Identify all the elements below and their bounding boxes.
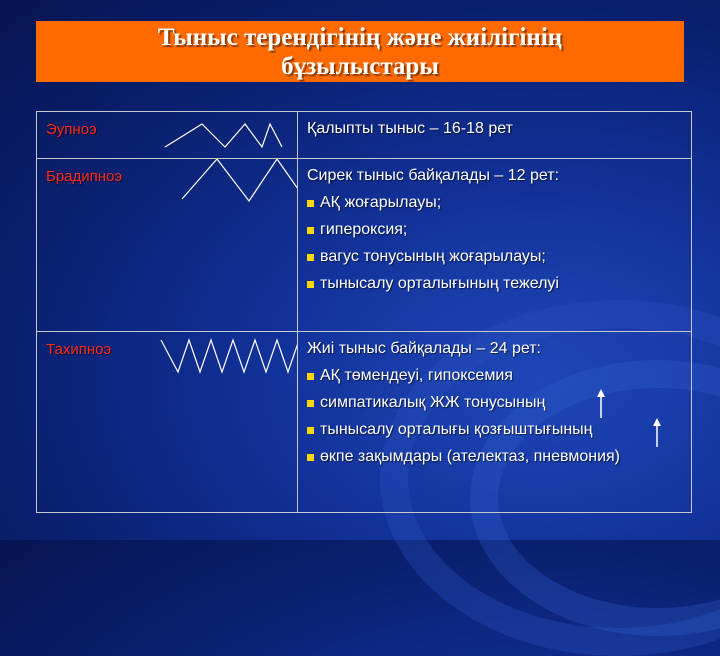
- term-label: Брадипноэ: [46, 168, 123, 185]
- title-line-2: бұзылыстары: [281, 52, 439, 80]
- bullet-icon: [307, 454, 314, 461]
- bullet-icon: [307, 227, 314, 234]
- bullet-icon: [307, 200, 314, 207]
- list-item-text: өкпе зақымдары (ателектаз, пневмония): [320, 448, 620, 465]
- list-item: [307, 367, 691, 385]
- title-line-1: Тыныс терендігінің және жиілігінің: [157, 23, 563, 51]
- list-item-text: вагус тонусының жоғарылауы;: [320, 248, 546, 265]
- tachypnea-wave-diagram: [37, 332, 297, 513]
- term-cell: [37, 332, 298, 513]
- list-item-text: АҚ төмендеуі, гипоксемия: [320, 367, 513, 384]
- bradypnea-wave-diagram: [37, 159, 297, 332]
- bullet-icon: [307, 427, 314, 434]
- term-label: Эупноэ: [46, 121, 97, 138]
- list-item: [307, 275, 691, 293]
- term-cell: [37, 159, 298, 332]
- bullet-list: [307, 367, 691, 466]
- list-item: [307, 448, 691, 466]
- term-label: Тахипноэ: [46, 341, 112, 358]
- row-heading: Жиі тыныс байқалады – 24 рет:: [307, 340, 541, 357]
- bullet-icon: [307, 400, 314, 407]
- table-row: [37, 159, 692, 332]
- list-item-text: АҚ жоғарылауы;: [320, 194, 442, 211]
- breathing-table: [36, 111, 692, 513]
- bullet-icon: [307, 373, 314, 380]
- slide-title: [36, 21, 684, 82]
- description-cell: [298, 159, 692, 332]
- list-item: [307, 421, 691, 439]
- list-item: [307, 394, 691, 412]
- list-item-text: тынысалу орталығы қозғыштығының: [320, 421, 593, 438]
- bullet-icon: [307, 281, 314, 288]
- eupnea-wave-diagram: [37, 112, 297, 159]
- up-arrow-icon: [650, 418, 664, 448]
- table-row: [37, 112, 692, 159]
- list-item-text: тынысалу орталығының тежелуі: [320, 275, 559, 292]
- term-cell: [37, 112, 298, 159]
- up-arrow-icon: [594, 389, 608, 419]
- bullet-list: [307, 194, 691, 293]
- list-item: [307, 248, 691, 266]
- table-row: [37, 332, 692, 513]
- list-item: [307, 221, 691, 239]
- description-cell: [298, 332, 692, 513]
- description-cell: [298, 112, 692, 159]
- list-item: [307, 194, 691, 212]
- list-item-text: гипероксия;: [320, 221, 408, 238]
- row-heading: Сирек тыныс байқалады – 12 рет:: [307, 167, 560, 184]
- list-item-text: симпатикалық ЖЖ тонусының: [320, 394, 546, 411]
- bullet-icon: [307, 254, 314, 261]
- row-heading: Қалыпты тыныс – 16-18 рет: [307, 120, 513, 137]
